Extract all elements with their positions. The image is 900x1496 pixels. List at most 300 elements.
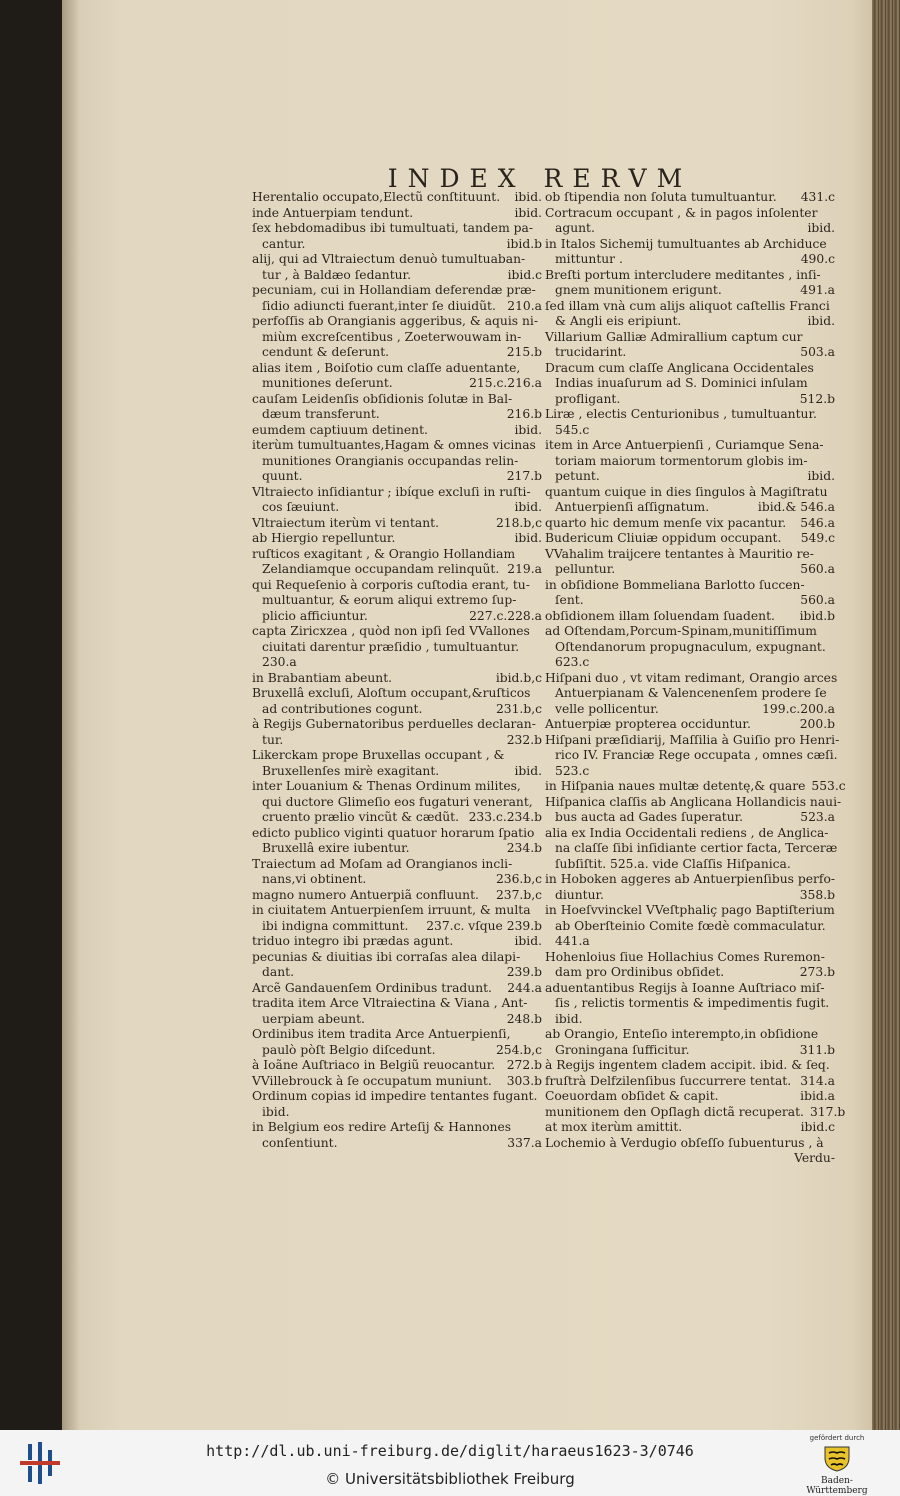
page-reference: 523.a [800,810,835,824]
index-text: in Hoeſvvinckel VVeſtphaliç pago Baptiſterium [545,903,835,917]
index-line [545,810,835,826]
index-text: Antuerpiæ propterea occiduntur. [545,717,751,731]
index-text: Budericum Cliuiæ oppidum occupant. [545,531,782,545]
index-line [252,516,542,532]
index-text: obſidionem illam ſoluendam ſuadent. [545,608,775,623]
index-text: pecunias & diuitias ibi corraſas alea dilapi- [252,949,521,964]
index-text: inde Antuerpiam tendunt. [252,205,414,220]
index-entry [545,237,835,268]
index-entry [545,1104,846,1121]
index-line [252,733,542,749]
index-entry [252,981,542,997]
page-reference: 236.b,c [495,872,542,886]
index-text: ibid. [555,1011,583,1026]
index-line [252,1043,542,1059]
index-text: capta Ziricxzea , quòd non ipſi ſed VVallones [252,624,530,638]
index-text: in ciuitatem Antuerpienſem irruunt, & multa [252,903,531,917]
index-line [545,609,835,625]
page-reference: 237.c. vſque 239.b [426,918,542,933]
page-reference: 272.b [506,1058,542,1072]
index-text: cendunt & deſerunt. [262,345,390,359]
page-reference: ibid. [514,763,542,778]
index-line [252,500,542,516]
index-line [545,655,835,671]
index-line [545,1136,835,1152]
index-entry [252,190,542,206]
index-line [252,919,542,935]
page-reference: 233.c.234.b [468,810,542,824]
index-entry [545,981,835,1028]
page-reference: 431.c [800,190,835,204]
index-line [252,1120,542,1136]
index-text: qui ductore Glimeſio eos fugaturi venerant, [262,794,533,809]
page-reference: 317.b [809,1104,846,1119]
index-text: ruſticos exagitant , & Orangio Hollandiam [252,546,516,561]
index-entry [545,732,840,780]
index-text: munitiones Orangianis occupandas relin- [262,453,519,468]
index-entry [545,1058,835,1074]
index-line [252,748,542,764]
index-text: 230.a [262,655,297,669]
index-line [545,702,835,718]
index-line [252,903,542,919]
index-entry [545,1027,835,1058]
page-reference: 311.b [799,1042,835,1057]
index-line [545,1027,835,1043]
page-reference: ibid. [807,314,835,328]
page-reference: ibid. [807,469,835,483]
index-line [545,547,835,563]
page-reference: 219.a [507,562,542,576]
index-text: Cortracum occupant , & in pagos inſolenter [545,205,818,220]
index-column-right [545,190,846,1167]
index-text: quunt. [262,469,303,483]
page-reference: ibid.c [800,1120,835,1134]
page-reference: ibid.b [799,608,835,623]
index-line [252,283,542,299]
index-entry [252,578,542,625]
page-reference: ibid. [514,531,542,545]
index-line [545,717,835,733]
index-text: tur. [262,732,284,747]
index-line [252,655,542,671]
index-text: pecuniam, cui in Hollandiam deferendæ præ- [252,283,536,297]
index-entry [252,392,542,423]
index-line [252,671,542,687]
index-text: multuantur, & eorum aliqui extremo ſup- [262,593,517,607]
index-line [545,1104,846,1121]
index-text: ad contributiones cogunt. [262,701,423,716]
page-reference: 512.b [799,391,835,406]
index-text: tur , à Baldæo ſedantur. [262,267,411,282]
copyright-notice: © Universitätsbibliothek Freiburg [325,1470,575,1488]
index-line [545,903,835,919]
index-entry [545,485,835,516]
index-entry [545,950,835,981]
index-entry [545,268,835,299]
index-line [252,624,542,640]
index-entry [252,748,542,779]
library-logo-icon [20,1440,60,1486]
index-line [545,516,835,532]
index-text: alij, qui ad Vltraiectum denuò tumultuaban- [252,252,526,266]
index-text: Herentalio occupato,Electũ conſtituunt. [252,190,501,204]
page-reference: 553.c [811,779,846,793]
index-line [545,469,835,485]
page-reference: Verdu- [794,1151,835,1165]
index-entry [252,826,542,857]
viewer-footer [0,1430,900,1496]
index-text: 523.c [555,763,590,778]
page-reference: 358.b [799,887,835,902]
index-line [252,206,542,222]
state-crest-icon [822,1444,852,1472]
index-line [545,376,835,392]
page-reference: 490.c [800,252,835,266]
index-text: munitionem den Opſlagh dictã recuperat. [545,1104,804,1119]
index-text: in Belgium eos redire Arteſij & Hannones [252,1120,512,1134]
index-text: nans,vi obtinent. [262,872,367,886]
index-text: ſidio adiuncti fuerant,inter ſe diuidũt. [262,298,496,313]
index-line [545,345,835,361]
index-entry [545,624,835,671]
index-entry [252,934,542,950]
index-line [545,919,835,935]
index-text: cauſam Leidenſis obſidionis ſolutæ in Bal- [252,391,513,406]
index-line [545,252,835,268]
index-entry [252,671,542,687]
index-text: Bruxellenſes mirè exagitant. [262,763,440,778]
index-entry [252,857,542,888]
index-line [252,237,542,253]
index-line [252,934,542,950]
index-text: à Ioãne Auſtriaco in Belgiũ reuocantur. [252,1058,496,1072]
page-reference: 546.a [800,515,835,530]
index-text: in Italos Sichemij tumultuantes ab Archiduce [545,236,827,251]
page-reference: 227.c.228.a [469,608,542,623]
index-line [252,1074,542,1090]
index-entry [252,531,542,547]
index-text: eumdem captiuum detinent. [252,422,428,437]
page-reference: 237.b,c [495,887,542,902]
index-text: Hiſpani præſidiarij, Maſſilia à Guiſio pro Henri- [545,732,840,747]
page-url[interactable]: http://dl.ub.uni-freiburg.de/diglit/haraeus1623-3/0746 [206,1442,694,1460]
sponsor-name: Baden-Württemberg [806,1476,868,1496]
index-entry [252,779,542,826]
index-entry [252,314,542,361]
index-text: Traiectum ad Moſam ad Orangianos incli- [252,856,513,871]
index-line [252,392,542,408]
index-line [252,407,542,423]
index-text: aduentantibus Regijs à Ioanne Auſtriaco miſ- [545,980,825,995]
index-line [545,283,835,299]
index-text: profligant. [555,391,621,406]
index-entry [545,407,835,438]
page-reference: 210.a [507,298,542,313]
index-line [545,407,835,423]
index-text: à Regijs ingentem cladem accipit. ibid. & ſeq. [545,1058,830,1072]
sponsor-block [792,1434,882,1496]
index-line [252,1012,542,1028]
index-line [545,392,835,408]
index-entry [252,1074,542,1090]
index-text: mittuntur . [555,252,623,266]
index-line [545,330,835,346]
index-entry [252,996,542,1027]
index-entry [545,1120,835,1136]
index-line [252,1058,542,1074]
index-text: conſentiunt. [262,1135,338,1150]
index-entry [545,330,835,361]
index-line [252,454,542,470]
index-line [545,562,835,578]
index-line [545,841,838,857]
index-text: ab Oberſteinio Comite fœdè commaculatur. [555,918,826,933]
index-text: na claſſe ſibi inſidiante certior facta, Terceræ [555,841,838,855]
page-reference: 549.c [800,531,835,545]
index-line [545,438,835,454]
index-text: Arcẽ Gandauenſem Ordinibus tradunt. [252,980,492,995]
index-line [545,826,835,842]
index-entry [545,547,835,578]
index-line [545,888,835,904]
index-column-left [252,190,542,1151]
page-reference: 239.b [506,965,542,979]
index-line [545,268,835,284]
index-line [545,237,835,253]
index-entry [252,423,542,439]
index-entry [545,1136,835,1167]
index-entry [252,1120,542,1151]
index-line [252,764,542,780]
index-text: in Hiſpania naues multæ detentę,& quare [545,779,806,793]
index-text: cantur. [262,236,306,251]
index-text: inter Louanium & Thenas Ordinum milites, [252,779,521,793]
index-text: VVahalim traijcere tentantes à Mauritio re- [545,546,814,561]
index-entry [545,609,835,625]
page-reference: 215.c.216.a [469,376,542,390]
index-line [545,794,842,811]
index-line [545,624,835,640]
index-text: Vltraiectum iterùm vi tentant. [252,515,439,530]
index-line [545,314,835,330]
index-text: Hiſpani duo , vt vitam redimant, Orangio arces [545,670,838,685]
index-text: alias item , Boiſotio cum claſſe aduentante, [252,360,521,375]
index-text: Dracum cum claſſe Anglicana Occidentales [545,360,814,375]
index-line [545,934,835,950]
index-line [545,640,835,656]
page-reference: 217.b [506,469,542,483]
index-text: perfoſſis ab Orangianis aggeribus, & aquis ni- [252,314,538,328]
index-text: Breſti portum intercludere meditantes , inſi- [545,267,821,282]
page-reference: 218.b,c [495,515,542,530]
index-text: edicto publico viginti quatuor horarum ſpatio [252,825,535,840]
page-reference: ibid.b,c [495,670,542,685]
index-line [252,779,542,795]
index-text: cos ſæuiunt. [262,500,340,514]
index-line [545,996,835,1012]
index-line [545,872,835,888]
page-reference: 200.b [799,717,835,731]
index-text: dam pro Ordinibus obſidet. [555,965,725,979]
index-text: Likerckam prope Bruxellas occupant , & [252,748,505,762]
index-line [545,732,840,749]
index-line [252,702,542,718]
index-text: Lochemio à Verdugio obſeſſo ſubuenturus , à [545,1135,824,1150]
index-text: ciuitati darentur præſidio , tumultuantur. [262,639,520,654]
index-text: ſis , relictis tormentis & impedimentis fugit. [555,996,830,1010]
index-line [252,268,542,284]
index-line [545,361,835,377]
index-text: quantum cuique in dies ſingulos à Magiſtratu [545,484,828,499]
index-text: Bruxellâ excluſi, Aloſtum occupant,&ruſticos [252,686,531,700]
page-reference: 254.b,c [495,1042,542,1057]
index-text: 545.c [555,422,590,437]
index-text: tradita item Arce Vltraiectina & Viana , Ant- [252,996,528,1010]
index-text: Vltraiecto inſidiantur ; ibíque excluſi in ruſti- [252,484,531,499]
page-reference: 560.a [800,593,835,607]
index-entry [252,516,542,532]
index-text: Ordinum copias id impedire tentantes fugant. [252,1089,538,1103]
page-reference: 314.a [800,1073,835,1088]
index-text: dant. [262,965,294,979]
page-reference: 560.a [800,562,835,576]
index-text: Liræ , electis Centurionibus , tumultuantur. [545,407,817,421]
index-text: Hohenloius ſiue Hollachius Comes Ruremon- [545,949,825,964]
index-text: triduo integro ibi prædas agunt. [252,934,454,948]
index-text: trucidarint. [555,345,627,359]
index-text: magno numero Antuerpiã confluunt. [252,887,479,902]
page-reference: 503.a [800,345,835,359]
index-line [545,593,835,609]
index-text: ſed illam vnà cum alijs aliquot caſtellis Franci [545,298,830,313]
index-text: alia ex India Occidentali rediens , de Anglica- [545,825,829,840]
index-line [252,640,542,656]
index-entry [252,361,542,392]
page-reference: 234.b [506,841,542,855]
index-entry [545,717,835,733]
index-text: munitiones deſerunt. [262,376,393,390]
index-line [252,547,542,563]
index-entry [252,485,542,516]
index-line [545,686,835,702]
index-text: plicio afficiuntur. [262,608,368,623]
index-entry [545,825,838,873]
index-line [545,981,835,997]
index-text: fruſtrà Delfzilenſibus ſuccurrere tentat. [545,1073,792,1088]
page-reference: 248.b [506,1011,542,1026]
index-text: & Angli eis eripiunt. [555,314,682,328]
index-entry [252,888,542,904]
index-entry [545,190,835,206]
running-head: INDEX RERVM [387,164,693,193]
index-line [252,190,542,206]
page-reference: 231.b,c [495,701,542,716]
index-line [545,1058,835,1074]
index-text: ab Orangio, Enteſio interempto,in obſidione [545,1027,819,1041]
index-text: velle pollicentur. [555,701,659,716]
index-line [252,438,542,454]
page-reference: 491.a [800,283,835,297]
index-text: Groningana ſufficitur. [555,1042,690,1057]
page-reference: 337.a [507,1135,542,1150]
index-line [545,1074,835,1090]
index-entry [545,516,835,532]
index-text: petunt. [555,469,600,483]
index-text: toriam maiorum tormentorum globis im- [555,453,808,468]
page-reference: 199.c.200.a [762,701,835,716]
index-text: in Hoboken aggeres ab Antuerpienſibus perfo- [545,872,836,886]
index-text: Coeuordam obſidet & capit. [545,1089,719,1103]
page-reference: 244.a [507,980,542,995]
index-line [252,826,542,842]
index-line [252,423,542,439]
index-entry [252,717,542,748]
index-text: paulò pòſt Belgio diſcedunt. [262,1042,436,1057]
page-reference: 303.b [506,1073,542,1088]
index-line [252,314,542,330]
index-entry [545,361,835,408]
index-text: in obſidione Bommeliana Barlotto ſuccen- [545,577,805,592]
index-text: ſubſiſtit. 525.a. vide Claſſis Hiſpanica. [555,856,791,871]
page-reference: 232.b [506,732,542,747]
index-text: diuntur. [555,887,604,902]
index-line [545,206,835,222]
page-reference: ibid. [514,422,542,437]
index-text: ibid. [262,1104,290,1119]
index-entry [545,1074,835,1090]
index-entry [252,206,542,222]
index-line [545,1151,835,1167]
index-entry [252,1089,542,1120]
index-text: at mox iterùm amittit. [545,1120,683,1134]
index-line [545,965,835,981]
index-entry [252,686,542,717]
index-line [545,950,835,966]
index-text: 623.c [555,655,590,669]
index-entry [545,670,838,718]
index-line [252,1136,542,1152]
index-text: Hiſpanica claſſis ab Anglicana Hollandicis naui- [545,794,842,809]
index-line [545,1043,835,1059]
index-line [545,221,835,237]
index-text: Villarium Galliæ Admirallium captum cur [545,329,803,344]
index-line [252,950,542,966]
index-line [252,686,542,702]
index-text: bus aucta ad Gades ſuperatur. [555,810,744,824]
index-line [252,593,542,609]
index-text: uerpiam abeunt. [262,1011,365,1026]
index-entry [545,872,835,903]
index-line [252,996,542,1012]
index-line [252,531,542,547]
index-text: 441.a [555,934,590,948]
index-text: pelluntur. [555,562,616,576]
index-text: ſex hebdomadibus ibi tumultuati, tandem pa- [252,221,533,235]
index-text: Antuerpienſi aſſignatum. [555,500,710,514]
page-reference: ibid. [514,934,542,948]
index-entry [252,221,542,252]
index-text: quarto hic demum menſe vix pacantur. [545,515,787,530]
index-line [252,1089,542,1105]
index-line [252,562,542,578]
index-line [252,252,542,268]
index-line [252,485,542,501]
index-line [252,717,542,733]
index-line [545,1012,835,1028]
index-text: Bruxellâ exire iubentur. [262,841,410,855]
index-line [545,1120,835,1136]
